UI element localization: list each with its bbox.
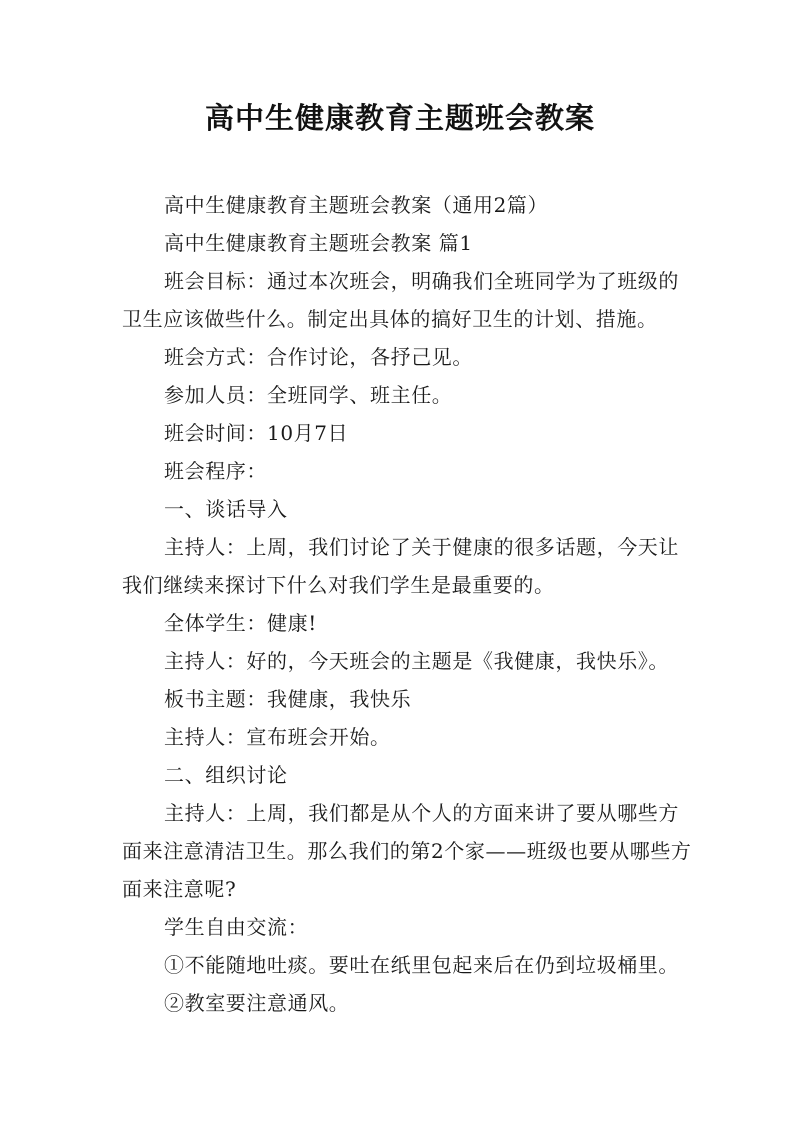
section-heading-intro: 一、谈话导入: [164, 497, 288, 521]
document-body: [122, 186, 692, 1022]
paragraph-host-3: 主持人：宣布班会开始。: [164, 725, 391, 749]
paragraph-host-4: 主持人：上周，我们都是从个人的方面来讲了要从哪些方面来注意清洁卫生。那么我们的第2个家——班级也要从哪些方面来注意呢?: [122, 801, 692, 901]
paragraph-free-exchange: 学生自由交流：: [164, 915, 309, 939]
paragraph-host-2: 主持人：好的，今天班会的主题是《我健康，我快乐》。: [164, 649, 669, 673]
document-title: 高中生健康教育主题班会教案: [204, 101, 595, 135]
paragraph-board-topic: 板书主题：我健康，我快乐: [164, 687, 412, 711]
paragraph-host-1: 主持人：上周，我们讨论了关于健康的很多话题，今天让我们继续来探讨下什么对我们学生是最重要的。: [122, 535, 679, 597]
paragraph-students-1: 全体学生：健康!: [164, 611, 317, 635]
paragraph-goal: 班会目标：通过本次班会，明确我们全班同学为了班级的卫生应该做些什么。制定出具体的搞好卫生的计划、措施。: [122, 269, 679, 331]
paragraph-subtitle: 高中生健康教育主题班会教案（通用2篇）: [164, 193, 549, 217]
list-item-1: ①不能随地吐痰。要吐在纸里包起来后在仍到垃圾桶里。: [164, 953, 679, 977]
paragraph-method: 班会方式：合作讨论，各抒己见。: [164, 345, 473, 369]
section-heading-discussion: 二、组织讨论: [164, 763, 288, 787]
list-item-2: ②教室要注意通风。: [164, 991, 350, 1015]
paragraph-part-heading: 高中生健康教育主题班会教案 篇1: [164, 231, 473, 255]
paragraph-time: 班会时间：10月7日: [164, 421, 349, 445]
paragraph-procedure: 班会程序：: [164, 459, 267, 483]
paragraph-participants: 参加人员：全班同学、班主任。: [164, 383, 453, 407]
